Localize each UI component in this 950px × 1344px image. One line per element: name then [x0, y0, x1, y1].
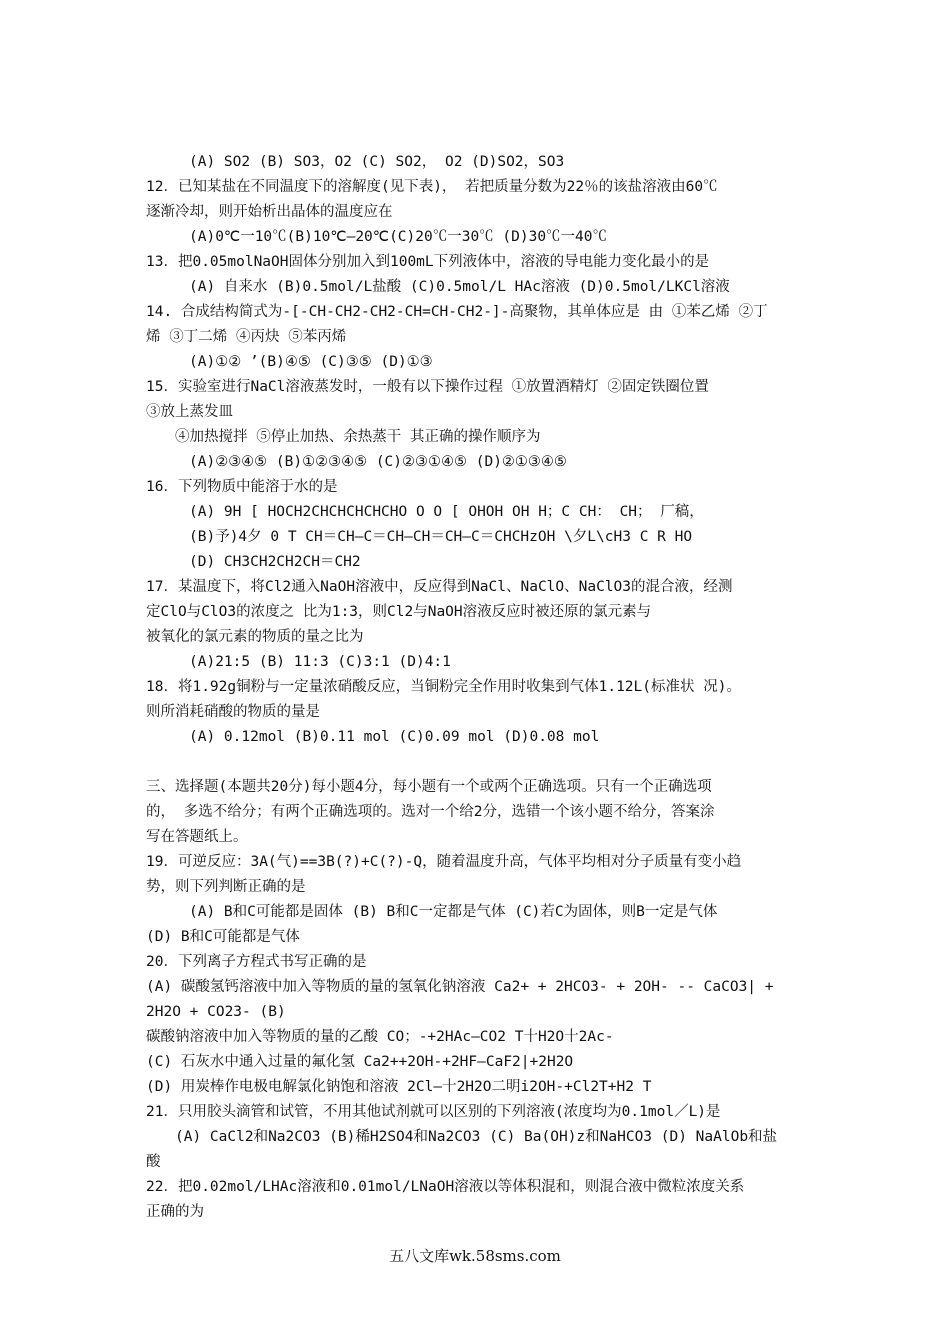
q21-options: (A) CaCl2和Na2CO3 (B)稀H2SO4和Na2CO3 (C) Ba(OH)z和NaHCO3 (D) NaAlOb和盐 [175, 1129, 778, 1145]
q14-options: (A)①② ’(B)④⑤ (C)③⑤ (D)①③ [189, 354, 433, 370]
q20-option-c: (C) 石灰水中通入过量的氟化氢 Ca2++2OH-+2HF—CaF2|+2H2O [146, 1054, 574, 1070]
q14-stem: 14. 合成结构简式为-[-CH-CH2-CH2-CH=CH-CH2-]-高聚物，其单体应是 由 ①苯乙烯 ②丁 [146, 304, 768, 320]
q13-stem: 13．把0.05molNaOH固体分别加入到100mL下列液体中，溶液的导电能力变化最小的是 [146, 254, 710, 270]
q20-stem: 20．下列离子方程式书写正确的是 [146, 954, 367, 970]
q20-option-d: (D) 用炭棒作电极电解氯化钠饱和溶液 2Cl—十2H2O二明i2OH-+Cl2T+H2 T [146, 1079, 652, 1095]
q20-option-a: (A) 碳酸氢钙溶液中加入等物质的量的氢氧化钠溶液 Ca2+ + 2HCO3- + 2OH- -- CaCO3| + [146, 979, 774, 995]
q21-stem: 21．只用胶头滴管和试管，不用其他试剂就可以区别的下列溶液(浓度均为0.1mol／L)是 [146, 1104, 721, 1120]
q12-options: (A)0℃一10℃(B)10℃—20℃(C)20℃一30℃ (D)30℃一40℃ [189, 229, 608, 245]
q12-stem-cont: 逐渐冷却，则开始析出晶体的温度应在 [146, 204, 393, 220]
q15-options: (A)②③④⑤ (B)①②③④⑤ (C)②③①④⑤ (D)②①③④⑤ [189, 454, 567, 470]
q17-options: (A)21:5 (B) 11:3 (C)3:1 (D)4:1 [189, 654, 451, 670]
q20-option-a-cont: 2H2O + CO23- (B) [146, 1004, 286, 1020]
q14-stem-cont: 烯 ③丁二烯 ④丙炔 ⑤苯丙烯 [146, 329, 347, 345]
q11-options: (A) SO2 (B) SO3，O2 (C) SO2， O2 (D)SO2，SO3 [189, 154, 565, 170]
q16-option-a: (A) 9H [ HOCH2CHCHCHCHCHO O O [ OHOH OH H；C CH： CH； 厂稿， [189, 504, 704, 520]
q17-stem: 17．某温度下，将Cl2通入NaOH溶液中，反应得到NaCl、NaClO、NaClO3的混合液，经测 [146, 579, 733, 595]
q19-option-d: (D) B和C可能都是气体 [146, 929, 300, 945]
q22-stem-cont: 正确的为 [146, 1204, 204, 1220]
q18-stem: 18．将1.92g铜粉与一定量浓硝酸反应，当铜粉完全作用时收集到气体1.12L(标准状 况)。 [146, 679, 741, 695]
footer-watermark-text: 五八文库wk.58sms.com [389, 1247, 561, 1265]
q16-option-d: (D) CH3CH2CH2CH＝CH2 [189, 554, 361, 570]
q12-stem: 12．已知某盐在不同温度下的溶解度(见下表)， 若把质量分数为22％的该盐溶液由60℃ [146, 179, 718, 195]
section-3-heading-cont: 的， 多选不给分；有两个正确选项的。选对一个给2分，选错一个该小题不给分，答案涂 [146, 804, 715, 820]
q13-options: (A) 自来水 (B)0.5mol/L盐酸 (C)0.5mol/L HAc溶液 (D)0.5mol/LKCl溶液 [189, 279, 730, 295]
q19-stem: 19．可逆反应：3A(气)==3B(?)+C(?)-Q，随着温度升高，气体平均相对分子质量有变小趋 [146, 854, 742, 870]
q20-option-b: 碳酸钠溶液中加入等物质的量的乙酸 CO；-+2HAc—CO2 T十H2O十2Ac- [146, 1029, 614, 1045]
q22-stem: 22．把0.02mol/LHAc溶液和0.01mol/LNaOH溶液以等体积混和，则混合液中微粒浓度关系 [146, 1179, 745, 1195]
q16-option-b: (B)予)4夕 0 T CH＝CH—C＝CH—CH＝CH—C＝CHCHzOH \夕L\cH3 C R HO [189, 529, 693, 545]
q17-stem-cont2: 被氧化的氯元素的物质的量之比为 [146, 629, 364, 645]
q21-options-cont: 酸 [146, 1154, 161, 1170]
q15-stem-cont: ③放上蒸发皿 [146, 404, 233, 420]
q15-stem-cont2: ④加热搅拌 ⑤停止加热、余热蒸干 其正确的操作顺序为 [175, 429, 541, 445]
q19-stem-cont: 势，则下列判断正确的是 [146, 879, 306, 895]
q18-stem-cont: 则所消耗硝酸的物质的量是 [146, 704, 320, 720]
q19-options: (A) B和C可能都是固体 (B) B和C一定都是气体 (C)若C为固体，则B一定是气体 [189, 904, 718, 920]
q18-options: (A) 0.12mol (B)0.11 mol (C)0.09 mol (D)0.08 mol [189, 729, 600, 745]
q16-stem: 16．下列物质中能溶于水的是 [146, 479, 338, 495]
q17-stem-cont: 定ClO与ClO3的浓度之 比为1:3，则Cl2与NaOH溶液反应时被还原的氯元素与 [146, 604, 652, 620]
section-3-heading: 三、选择题(本题共20分)每小题4分，每小题有一个或两个正确选项。只有一个正确选项 [146, 779, 712, 795]
q15-stem: 15．实验室进行NaCl溶液蒸发时，一般有以下操作过程 ①放置酒精灯 ②固定铁圈位置 [146, 379, 709, 395]
section-3-heading-cont2: 写在答题纸上。 [146, 829, 248, 845]
